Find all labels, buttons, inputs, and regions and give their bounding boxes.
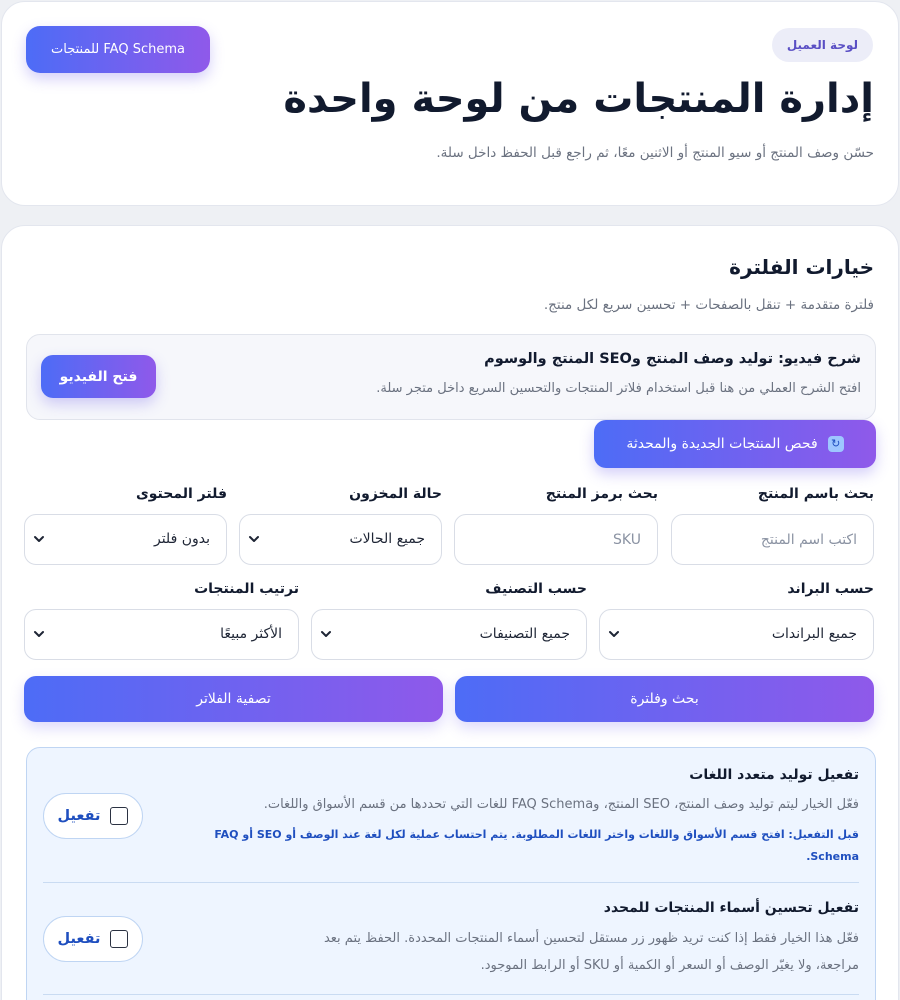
- settings-divider: [43, 882, 859, 883]
- video-guide-description: افتح الشرح العملي من هنا قبل استخدام فلاتر المنتجات والتحسين السريع داخل متجر سلة.: [376, 381, 861, 396]
- search-filter-button[interactable]: بحث وفلترة: [455, 676, 874, 722]
- multilang-description: فعّل الخيار ليتم توليد وصف المنتج، SEO المنتج، وFAQ Schema للغات التي تحددها من قسم الأسواق واللغات.: [263, 797, 859, 812]
- chevron-down-icon: [248, 533, 260, 545]
- client-dashboard-badge: لوحة العميل: [772, 28, 873, 62]
- settings-panel: [26, 747, 876, 1000]
- chevron-down-icon: [320, 628, 332, 640]
- filter-card: [1, 225, 899, 1000]
- stock-status-label: حالة المخزون: [349, 486, 442, 502]
- scan-products-label: فحص المنتجات الجديدة والمحدثة: [626, 436, 818, 452]
- multilang-title: تفعيل توليد متعدد اللغات: [689, 767, 859, 783]
- name-search-label: بحث باسم المنتج: [757, 486, 874, 502]
- brand-select[interactable]: [599, 609, 874, 660]
- product-names-toggle[interactable]: [43, 916, 143, 962]
- multilang-toggle-label: تفعيل: [57, 808, 101, 824]
- sku-input[interactable]: [455, 515, 657, 564]
- product-names-description-line2: مراجعة، ولا يغيّر الوصف أو السعر أو الكمية أو SKU أو الرابط الموجود.: [480, 958, 859, 973]
- settings-divider: [43, 994, 859, 995]
- video-guide-box: [26, 334, 876, 420]
- category-select[interactable]: [311, 609, 587, 660]
- product-name-input-wrap: [671, 514, 874, 565]
- category-filter-label: حسب التصنيف: [485, 581, 587, 597]
- page-title: إدارة المنتجات من لوحة واحدة: [283, 76, 874, 122]
- chevron-down-icon: [608, 628, 620, 640]
- brand-value: جميع البراندات: [771, 626, 857, 642]
- scan-products-button[interactable]: [594, 420, 876, 468]
- product-names-checkbox[interactable]: [110, 930, 128, 948]
- filters-title: خيارات الفلترة: [729, 255, 874, 279]
- chevron-down-icon: [33, 628, 45, 640]
- open-video-button[interactable]: فتح الفيديو: [41, 355, 156, 398]
- stock-status-value: جميع الحالات: [349, 531, 425, 547]
- chevron-down-icon: [33, 533, 45, 545]
- product-names-toggle-label: تفعيل: [57, 931, 101, 947]
- product-name-input[interactable]: [672, 515, 873, 564]
- sort-select[interactable]: [24, 609, 299, 660]
- filters-subtitle: فلترة متقدمة + تنقل بالصفحات + تحسين سريع لكل منتج.: [543, 297, 874, 313]
- video-guide-title: شرح فيديو: توليد وصف المنتج وSEO المنتج والوسوم: [484, 351, 861, 367]
- multilang-toggle[interactable]: [43, 793, 143, 839]
- sku-search-label: بحث برمز المنتج: [545, 486, 658, 502]
- sku-input-wrap: [454, 514, 658, 565]
- product-names-description-line1: فعّل هذا الخيار فقط إذا كنت تريد ظهور زر مستقل لتحسين أسماء المنتجات المحددة. الحفظ يتم بعد: [323, 931, 859, 946]
- refresh-icon: ↻: [828, 436, 844, 452]
- content-filter-value: بدون فلتر: [153, 531, 210, 547]
- sort-value: الأكثر مبيعًا: [220, 626, 282, 642]
- faq-schema-button[interactable]: FAQ Schema للمنتجات: [26, 26, 210, 73]
- content-filter-label: فلتر المحتوى: [135, 486, 227, 502]
- product-names-title: تفعيل تحسين أسماء المنتجات للمحدد: [603, 900, 859, 916]
- brand-filter-label: حسب البراند: [787, 581, 874, 597]
- sort-label: ترتيب المنتجات: [194, 581, 299, 597]
- multilang-note: قبل التفعيل: افتح قسم الأسواق واللغات واختر اللغات المطلوبة. يتم احتساب عملية لكل لغة عند الوصف أو SEO أو FAQ Schema.: [214, 828, 859, 863]
- category-value: جميع التصنيفات: [479, 626, 570, 642]
- stock-status-select[interactable]: [239, 514, 442, 565]
- page-subtitle: حسّن وصف المنتج أو سيو المنتج أو الاثنين معًا، ثم راجع قبل الحفظ داخل سلة.: [436, 145, 874, 161]
- multilang-checkbox[interactable]: [110, 807, 128, 825]
- content-filter-select[interactable]: [24, 514, 227, 565]
- clear-filters-button[interactable]: تصفية الفلاتر: [24, 676, 443, 722]
- header-card: [1, 1, 899, 206]
